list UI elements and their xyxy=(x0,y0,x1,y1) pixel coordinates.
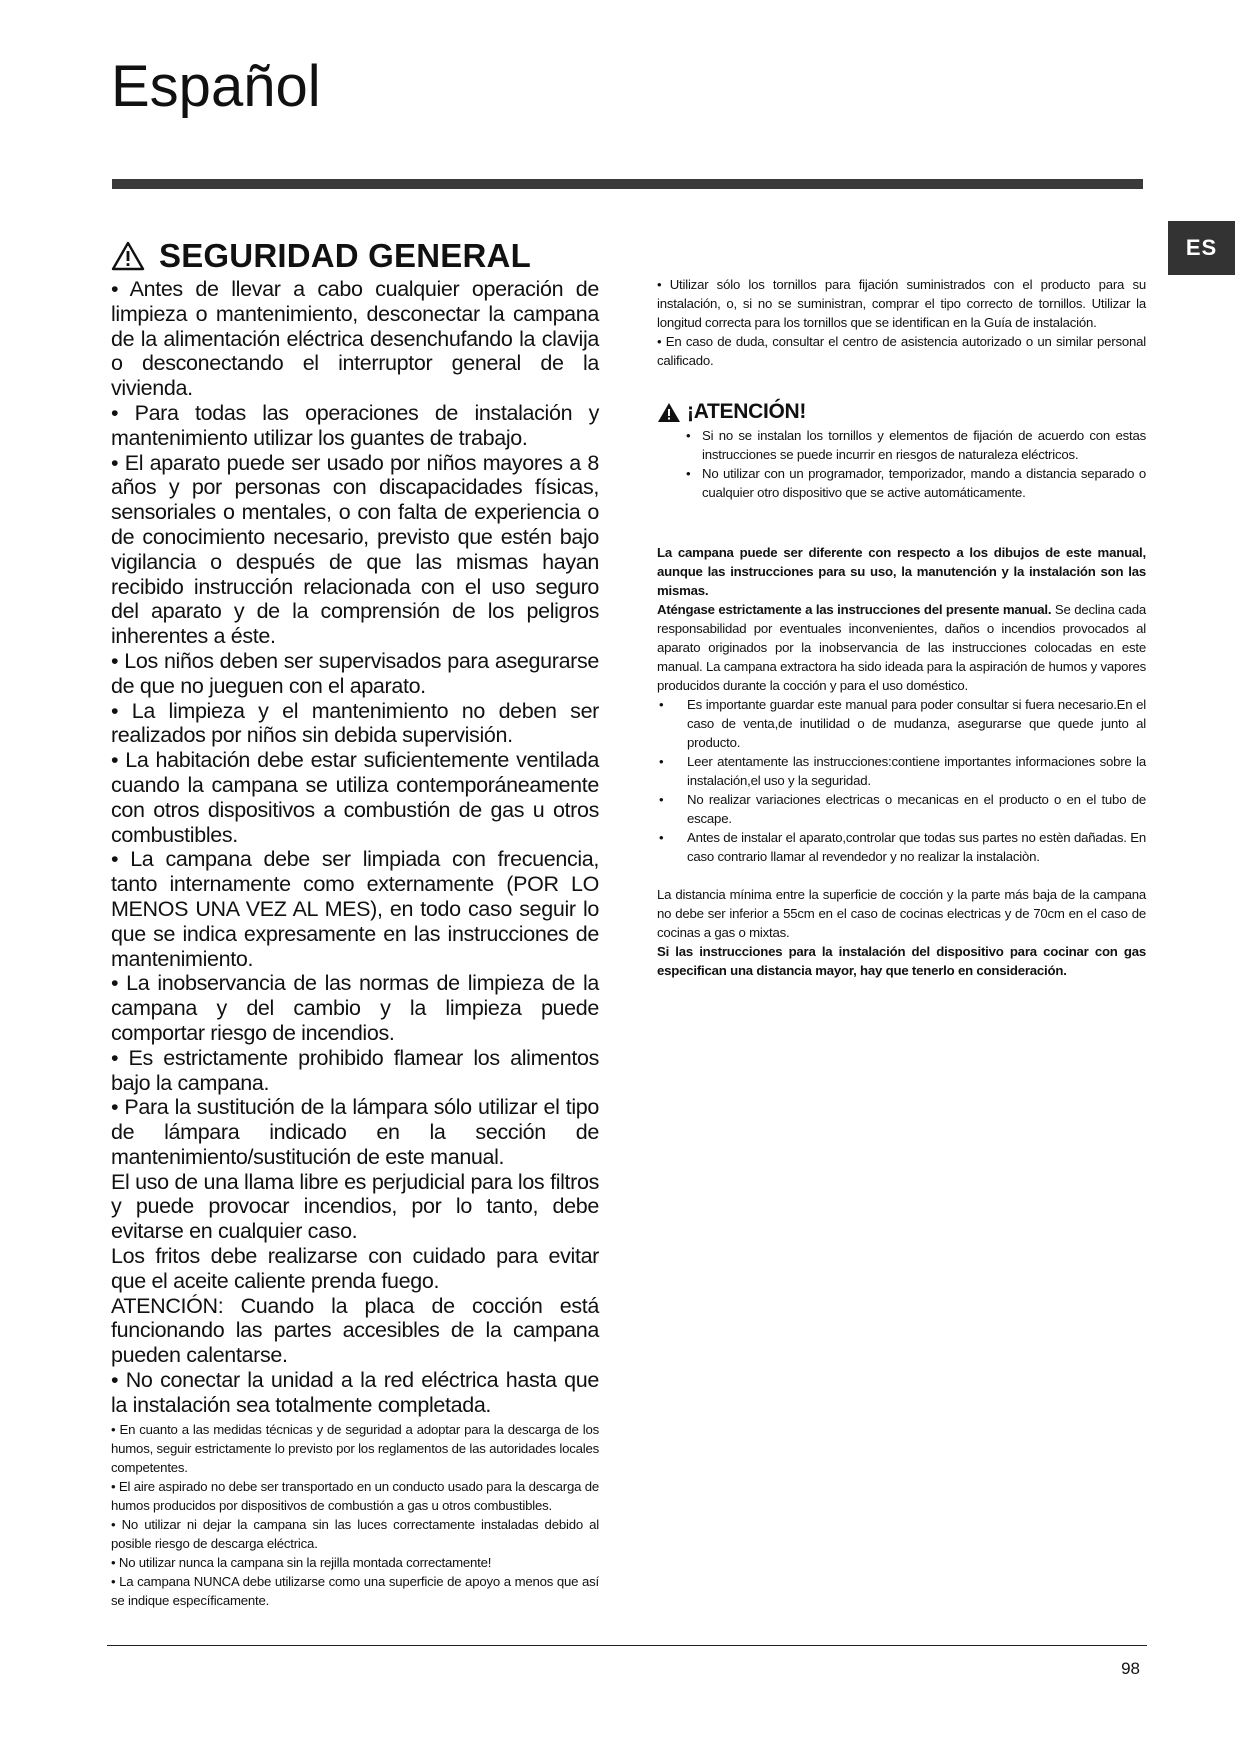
distance-bold: Si las instrucciones para la instalación del dispositivo para cocinar con gas especifican una distancia mayor, hay que tenerlo en consideración. xyxy=(657,944,1146,978)
list-item: • Si no se instalan los tornillos y elementos de fijación de acuerdo con estas instrucciones se puede incurrir en riesgos de naturaleza eléctricos. xyxy=(686,426,1146,464)
distance-paragraph: La distancia mínima entre la superficie de cocción y la parte más baja de la campana no debe ser inferior a 55cm en el caso de cocinas electricas y de 70cm en el caso de cocinas a gas o mixtas. xyxy=(657,887,1146,940)
paragraph: • La campana debe ser limpiada con frecuencia, tanto internamente como externamente (POR LO MENOS UNA VEZ AL MES), en todo caso seguir lo que se indica expresamente en las instrucciones de mantenimiento. xyxy=(111,847,599,971)
right-column xyxy=(657,275,1146,980)
list-item: • No utilizar con un programador, temporizador, mando a distancia separado o cualquier otro dispositivo que se active automáticamente. xyxy=(686,464,1146,502)
paragraph: • Es estrictamente prohibido flamear los alimentos bajo la campana. xyxy=(111,1045,599,1095)
language-tab: ES xyxy=(1168,221,1235,275)
strict-note-text: Se declina cada responsabilidad por eventuales inconvenientes, daños o incendios provocados al aparato originados por la inobservancia de las instrucciones colocadas en este manual. La campana extractora ha sido ideada para la aspiración de humos y vapores producidos durante la cocción y para el uso doméstico. xyxy=(657,602,1146,693)
note-paragraph: • No utilizar ni dejar la campana sin las luces correctamente instaladas debido al posible riesgo de descarga eléctrica. xyxy=(111,1516,599,1551)
footer-divider xyxy=(107,1645,1147,1646)
list-item: • No realizar variaciones electricas o mecanicas en el producto o en el tubo de escape. xyxy=(657,790,1146,828)
paragraph: • Para todas las operaciones de instalación y mantenimiento utilizar los guantes de trabajo. xyxy=(111,400,599,450)
warning-icon xyxy=(111,241,145,271)
paragraph: • El aparato puede ser usado por niños mayores a 8 años y por personas con discapacidades físicas, sensoriales o mentales, o con falta de experiencia o de conocimiento necesario, previsto que estén bajo vigilancia o después de que las mismas hayan recibido instrucción relacionada con el uso seguro del aparato y de la comprensión de los peligros inherentes a éste. xyxy=(111,450,599,649)
page-number: 98 xyxy=(1121,1659,1140,1678)
section-title: SEGURIDAD GENERAL xyxy=(159,237,531,274)
attention-heading xyxy=(657,398,1146,426)
paragraph: ATENCIÓN: Cuando la placa de cocción está funcionando las partes accesibles de la campana pueden calentarse. xyxy=(111,1293,599,1368)
section-heading xyxy=(111,235,599,277)
warning-filled-icon xyxy=(657,402,681,423)
list-item: • Leer atentamente las instrucciones:contiene importantes informaciones sobre la instalación,el uso y la seguridad. xyxy=(657,752,1146,790)
strict-note-bold: Aténgase estrictamente a las instrucciones del presente manual. xyxy=(657,602,1052,617)
attention-title: ¡ATENCIÓN! xyxy=(687,400,807,423)
manual-notice xyxy=(657,543,1146,866)
header-divider xyxy=(112,179,1143,189)
paragraph: • Antes de llevar a cabo cualquier operación de limpieza o mantenimiento, desconectar la campana de la alimentación eléctrica desenchufando la clavija o desconectando el interruptor general de la vivienda. xyxy=(111,277,599,401)
small-print-notes xyxy=(111,1420,599,1610)
attention-list xyxy=(657,426,1146,502)
note-paragraph: • El aire aspirado no debe ser transportado en un conducto usado para la descarga de humos producidos por dispositivos de combustión a gas u otros combustibles. xyxy=(111,1478,599,1513)
note-paragraph: • En cuanto a las medidas técnicas y de seguridad a adoptar para la descarga de los humos, seguir estrictamente lo previsto por los reglamentos de las autoridades locales competentes. xyxy=(111,1421,599,1475)
paragraph: • En caso de duda, consultar el centro de asistencia autorizado o un similar personal calificado. xyxy=(657,334,1146,368)
paragraph: • Los niños deben ser supervisados para asegurarse de que no jueguen con el aparato. xyxy=(111,648,599,698)
instruction-list xyxy=(657,695,1146,866)
paragraph: • La habitación debe estar suficientemente ventilada cuando la campana se utiliza contemporáneamente con otros dispositivos a combustión de gas u otros combustibles. xyxy=(111,748,599,847)
safety-instructions xyxy=(111,277,599,1418)
page-title: Español xyxy=(111,54,321,119)
paragraph: • Utilizar sólo los tornillos para fijación suministrados con el producto para su instalación, o, si no se suministran, comprar el tipo correcto de tornillos. Utilizar la longitud correcta para los tornillos que se identifican en la Guía de instalación. xyxy=(657,277,1146,330)
left-column xyxy=(111,235,599,1610)
bold-notice: La campana puede ser diferente con respecto a los dibujos de este manual, aunque las instrucciones para su uso, la manutención y la instalación son las mismas. xyxy=(657,545,1146,598)
paragraph: • No conectar la unidad a la red eléctrica hasta que la instalación sea totalmente completada. xyxy=(111,1368,599,1417)
note-paragraph: • La campana NUNCA debe utilizarse como una superficie de apoyo a menos que así se indique específicamente. xyxy=(111,1573,599,1608)
list-item: • Es importante guardar este manual para poder consultar si fuera necesario.En el caso de venta,de inutilidad o de mudanza, asegurarse que quede junto al producto. xyxy=(657,695,1146,752)
note-paragraph: • No utilizar nunca la campana sin la rejilla montada correctamente! xyxy=(111,1554,492,1570)
paragraph: Los fritos debe realizarse con cuidado para evitar que el aceite caliente prenda fuego. xyxy=(111,1244,599,1293)
list-item: • Antes de instalar el aparato,controlar que todas sus partes no estèn dañadas. En caso contrario llamar al revendedor y no realizar la instalaciòn. xyxy=(657,828,1146,866)
paragraph: El uso de una llama libre es perjudicial para los filtros y puede provocar incendios, por lo tanto, debe evitarse en cualquier caso. xyxy=(111,1169,599,1244)
paragraph: • La inobservancia de las normas de limpieza de la campana y del cambio y la limpieza puede comportar riesgo de incendios. xyxy=(111,971,599,1045)
paragraph: • Para la sustitución de la lámpara sólo utilizar el tipo de lámpara indicado en la sección de mantenimiento/sustitución de este manual. xyxy=(111,1095,599,1169)
distance-notice xyxy=(657,885,1146,980)
paragraph: • La limpieza y el mantenimiento no deben ser realizados por niños sin debida supervisión. xyxy=(111,698,599,748)
responsibility-paragraph xyxy=(657,600,1146,695)
